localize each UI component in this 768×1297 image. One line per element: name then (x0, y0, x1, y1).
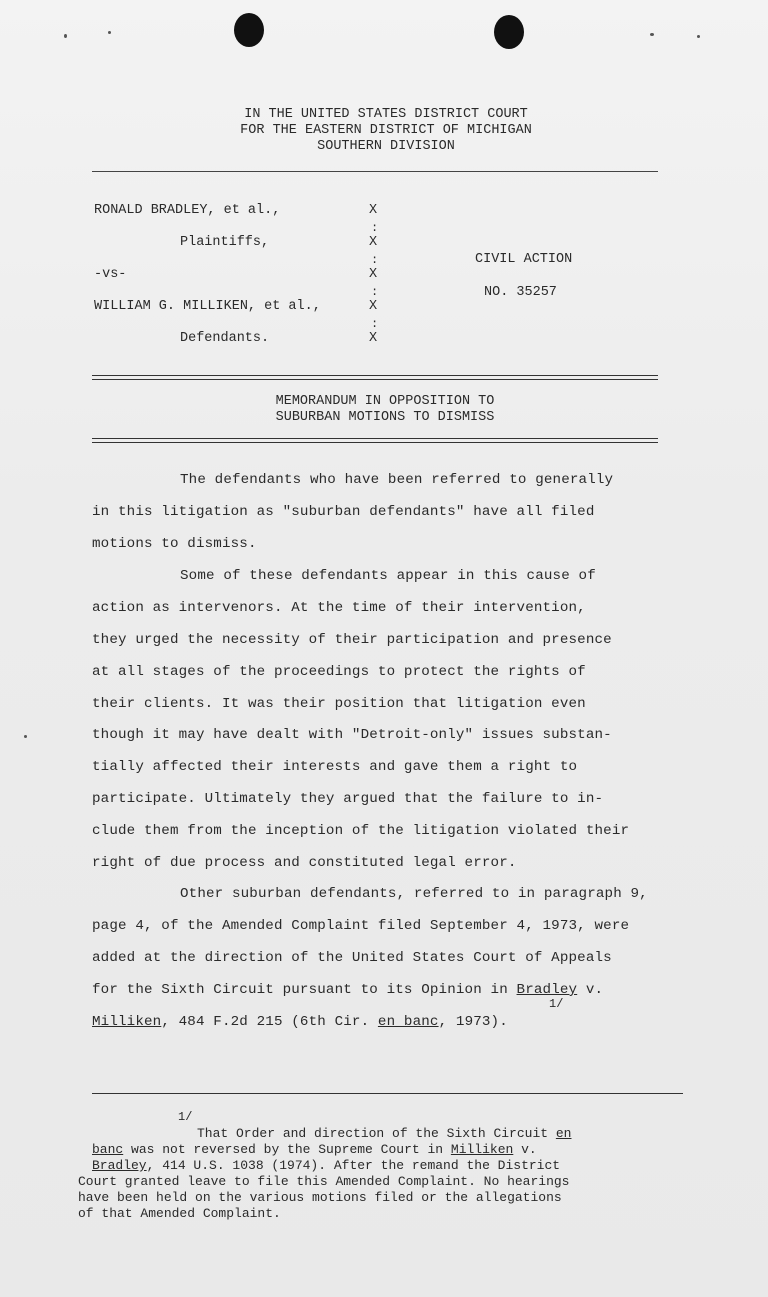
caption-separator-mark: X (369, 267, 378, 282)
memo-title-line-2: SUBURBAN MOTIONS TO DISMISS (275, 410, 495, 425)
heading-rule (92, 171, 658, 172)
en-banc: en banc (377, 1014, 439, 1030)
paragraph-line: clude them from the inception of the litigation violated their (92, 823, 630, 839)
paragraph-line: in this litigation as "suburban defendants" have all filed (92, 504, 595, 520)
case-name-bradley: Bradley (92, 1158, 147, 1173)
caption-separator-colon: : (371, 221, 379, 235)
paragraph-line: The defendants who have been referred to generally (180, 472, 614, 488)
text-run: , 414 U.S. 1038 (1974). After the remand the District (146, 1158, 561, 1173)
footnote-line (197, 1126, 571, 1141)
scan-speck (64, 34, 67, 38)
paragraph-line: participate. Ultimately they argued that the failure to in- (92, 791, 604, 807)
scan-speck (697, 35, 700, 38)
plaintiff-name: RONALD BRADLEY, et al., (94, 203, 281, 218)
case-name-bradley: Bradley (516, 982, 578, 998)
text-run: v. (585, 982, 604, 998)
caption-separator-mark: X (369, 203, 378, 218)
paragraph-line: Other suburban defendants, referred to in paragraph 9, (180, 886, 648, 902)
plaintiffs-label: Plaintiffs, (180, 235, 270, 250)
footnote-line: have been held on the various motions filed or the allegations (78, 1190, 562, 1205)
scan-speck (24, 735, 27, 738)
case-name-milliken: Milliken (450, 1142, 514, 1157)
case-name-milliken: Milliken (92, 1014, 162, 1030)
footnote-divider (92, 1093, 683, 1094)
text-run: , 1973). (438, 1014, 508, 1030)
paragraph-line: right of due process and constituted legal error. (92, 855, 517, 871)
defendant-name: WILLIAM G. MILLIKEN, et al., (94, 299, 321, 314)
paragraph-line: their clients. It was their position that litigation even (92, 696, 586, 712)
text-run: That Order and direction of the Sixth Circuit (197, 1126, 549, 1141)
court-heading (0, 107, 768, 155)
text-run: , 484 F.2d 215 (6th Cir. (161, 1014, 370, 1030)
scan-speck (108, 31, 111, 34)
footnote-line (92, 1158, 560, 1173)
court-line-3: SOUTHERN DIVISION (317, 139, 455, 154)
paragraph-line: they urged the necessity of their participation and presence (92, 632, 612, 648)
paragraph-line: action as intervenors. At the time of their intervention, (92, 600, 586, 616)
paragraph-line: at all stages of the proceedings to protect the rights of (92, 664, 586, 680)
caption-separator-colon: : (371, 253, 379, 267)
caption-separator-colon: : (371, 317, 379, 331)
memo-title (0, 394, 768, 426)
punch-hole-right (494, 15, 524, 49)
footnote-line: Court granted leave to file this Amended Complaint. No hearings (78, 1174, 570, 1189)
footnote-line: of that Amended Complaint. (78, 1206, 281, 1221)
scan-speck (650, 33, 654, 36)
paragraph-line: page 4, of the Amended Complaint filed September 4, 1973, were (92, 918, 630, 934)
text-run: for the Sixth Circuit pursuant to its Opinion in (92, 982, 508, 998)
caption-separator-colon: : (371, 285, 379, 299)
civil-action-label: CIVIL ACTION (475, 252, 573, 267)
versus-label: -vs- (94, 267, 127, 282)
paragraph-line: tially affected their interests and gave them a right to (92, 759, 578, 775)
caption-separator-mark: X (369, 331, 378, 346)
footnote-line (92, 1142, 537, 1157)
text-run: v. (513, 1142, 537, 1157)
footnote-reference: 1/ (549, 997, 564, 1011)
court-line-1: IN THE UNITED STATES DISTRICT COURT (244, 107, 528, 122)
paragraph-line: though it may have dealt with "Detroit-only" issues substan- (92, 727, 612, 743)
paragraph-line (92, 1014, 508, 1030)
caption-divider (92, 375, 658, 380)
caption-separator-mark: X (369, 299, 378, 314)
civil-action-number: NO. 35257 (484, 285, 557, 300)
en-banc: banc (92, 1142, 124, 1157)
defendants-label: Defendants. (180, 331, 270, 346)
paragraph-line: motions to dismiss. (92, 536, 257, 552)
memo-divider (92, 438, 658, 443)
paragraph-line (92, 982, 603, 998)
paragraph-line: added at the direction of the United States Court of Appeals (92, 950, 612, 966)
punch-hole-left (234, 13, 264, 47)
memo-title-line-1: MEMORANDUM IN OPPOSITION TO (275, 394, 495, 409)
caption-separator-mark: X (369, 235, 378, 250)
en-banc: en (555, 1126, 572, 1141)
court-line-2: FOR THE EASTERN DISTRICT OF MICHIGAN (240, 123, 532, 138)
text-run: was not reversed by the Supreme Court in (123, 1142, 444, 1157)
paragraph-line: Some of these defendants appear in this cause of (180, 568, 596, 584)
footnote-marker: 1/ (178, 1110, 193, 1124)
